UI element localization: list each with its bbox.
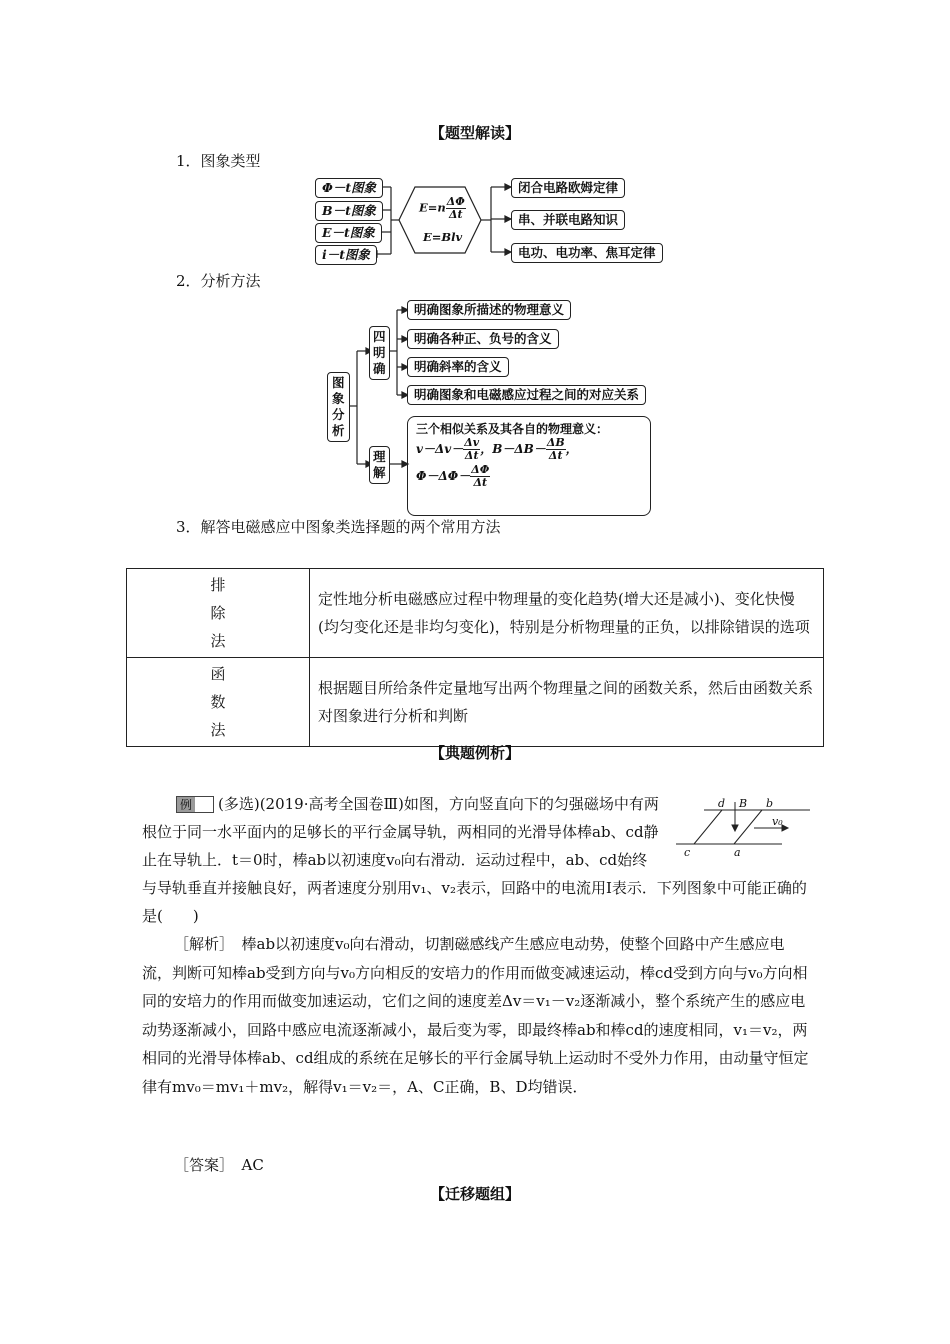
method-label: 函数法 bbox=[127, 658, 310, 747]
section-title-transfer: 【迁移题组】 bbox=[429, 1185, 520, 1203]
methods-table bbox=[126, 568, 824, 747]
example-question: (多选)(2019·高考全国卷Ⅲ)如图，方向竖直向下的匀强磁场中有两根位于同一水平面内的足够长的平行金属导轨，两相同的光滑导体棒ab、cd静止在导轨上．t＝0时，棒ab以初速度v₀向右滑动．运动过程中，ab、cd始终与导轨垂直并接触良好，两者速度分别用v₁、v₂表示，回路中的电流用I表示．下列图象中可能正确的是( ) bbox=[142, 790, 810, 930]
section-title-interpretation: 【题型解读】 bbox=[429, 124, 520, 142]
svg-text:v₀: v₀ bbox=[772, 815, 783, 828]
answer-text: ［答案］ AC bbox=[174, 1156, 264, 1174]
formula-e-blv: E=Blv bbox=[423, 230, 463, 244]
heading-image-types: 1．图象类型 bbox=[176, 152, 261, 170]
method-text: 定性地分析电磁感应过程中物理量的变化趋势(增大还是减小)、变化快慢(均匀变化还是非均匀变化)，特别是分析物理量的正负，以排除错误的选项 bbox=[310, 569, 824, 658]
svg-text:c: c bbox=[684, 846, 691, 859]
type-box-e: E－t图象 bbox=[315, 223, 382, 243]
table-row bbox=[127, 569, 824, 658]
point-box-3: 明确斜率的含义 bbox=[407, 357, 509, 377]
svg-text:d: d bbox=[718, 797, 726, 810]
heading-analysis-method: 2．分析方法 bbox=[176, 272, 261, 290]
rails-figure bbox=[672, 796, 812, 860]
related-box-ohm: 闭合电路欧姆定律 bbox=[511, 178, 625, 198]
type-box-i: i－t图象 bbox=[315, 245, 377, 265]
svg-text:B: B bbox=[739, 797, 748, 810]
type-box-b: B－t图象 bbox=[315, 201, 383, 221]
diagram-image-types bbox=[315, 176, 675, 264]
example-badge: 例 bbox=[176, 796, 214, 813]
analysis-text: ［解析］ 棒ab以初速度v₀向右滑动，切割磁感线产生感应电动势，使整个回路中产生感应电流，判断可知棒ab受到方向与v₀方向相反的安培力的作用而做变减速运动，棒cd受到方向与v₀方向相同的安培力的作用而做变加速运动，它们之间的速度差Δv＝v₁－v₂逐渐减小，整个系统产生的感应电动势逐渐减小，回路中感应电流逐渐减小，最后变为零，即最终棒ab和棒cd的速度相同，v₁＝v₂，两相同的光滑导体棒ab、cd组成的系统在足够长的平行金属导轨上运动时不受外力作用，由动量守恒定律有mv₀＝mv₁＋mv₂，解得v₁＝v₂＝，A、C正确，B、D均错误． bbox=[142, 935, 809, 1096]
relation-phi: Φ－ΔΦ－ $\frac{\Delta\Phi}{\Delta t}$ bbox=[416, 463, 490, 489]
understand-title: 三个相似关系及其各自的物理意义： bbox=[416, 422, 609, 436]
root-box: 图象分析 bbox=[327, 372, 350, 442]
rod-ab bbox=[734, 810, 762, 844]
rod-cd bbox=[694, 810, 722, 844]
point-box-4: 明确图象和电磁感应过程之间的对应关系 bbox=[407, 385, 646, 405]
point-box-2: 明确各种正、负号的含义 bbox=[407, 329, 559, 349]
heading-methods: 3．解答电磁感应中图象类选择题的两个常用方法 bbox=[176, 518, 501, 536]
related-box-power: 电功、电功率、焦耳定律 bbox=[511, 243, 663, 263]
method-text: 根据题目所给条件定量地写出两个物理量之间的函数关系，然后由函数关系对图象进行分析和判断 bbox=[310, 658, 824, 747]
branch-box-four: 四明确 bbox=[369, 326, 390, 380]
related-box-circuit: 串、并联电路知识 bbox=[511, 210, 625, 230]
type-box-phi: Φ－t图象 bbox=[315, 178, 383, 198]
svg-text:a: a bbox=[734, 846, 741, 859]
branch-box-understand: 理解 bbox=[369, 446, 390, 484]
formula-e-n: E=n $\frac{\Delta\Phi}{\Delta t}$ bbox=[419, 195, 465, 221]
understand-box bbox=[407, 416, 651, 516]
relation-v-b: v－Δv－ $\frac{\Delta v}{\Delta t}$ ，B－ΔB－ $\frac{\Delta B}{\Delta t}$ ， bbox=[416, 436, 578, 462]
table-row bbox=[127, 658, 824, 747]
method-label: 排除法 bbox=[127, 569, 310, 658]
svg-text:b: b bbox=[766, 797, 774, 810]
section-title-example: 【典题例析】 bbox=[429, 744, 520, 762]
diagram-analysis-method bbox=[325, 296, 665, 512]
point-box-1: 明确图象所描述的物理意义 bbox=[407, 300, 571, 320]
